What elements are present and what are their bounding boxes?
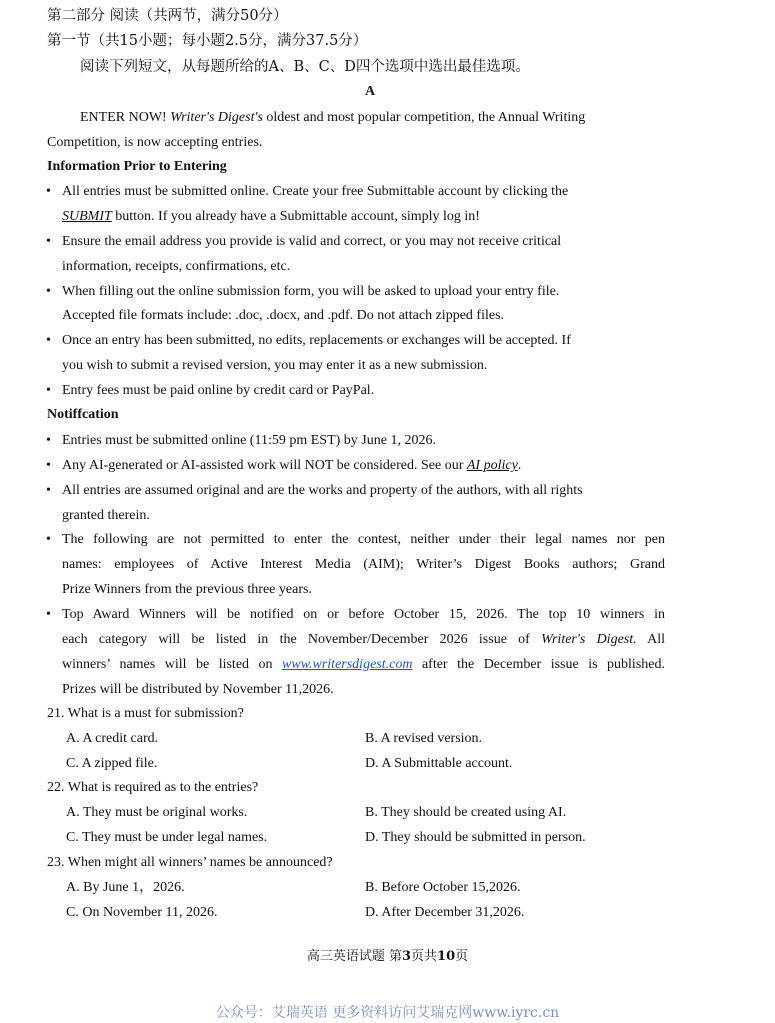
info-bullet-3-line-1: When filling out the online submission form, you will be asked to upload your entry file. bbox=[62, 284, 560, 299]
instruction-text: 阅读下列短文，从每题所给的A、B、C、D四个选项中选出最佳选项。 bbox=[80, 59, 530, 75]
bullet-dot: • bbox=[46, 383, 51, 398]
notif-bullet-5-line-4: Prizes will be distributed by November 11,2026. bbox=[62, 682, 334, 697]
notif-bullet-4-line-1: The following are not permitted to enter the contest, neither under their legal names nor pen bbox=[62, 532, 665, 547]
question-21-stem: 21. What is a must for submission? bbox=[47, 706, 244, 721]
bullet-dot: • bbox=[46, 234, 51, 249]
notif-bullet-5-line-1: Top Award Winners will be notified on or before October 15, 2026. The top 10 winners in bbox=[62, 607, 665, 622]
footer-page-number: 3 bbox=[401, 949, 412, 964]
notif-bullet-4-line-3: Prize Winners from the previous three years. bbox=[62, 582, 312, 597]
q22-option-b[interactable]: B. They should be created using AI. bbox=[365, 805, 567, 820]
notif-bullet-5-line-3 bbox=[62, 655, 665, 675]
notif-bullet-5-line-2 bbox=[62, 630, 665, 650]
q22-option-d[interactable]: D. They should be submitted in person. bbox=[365, 830, 586, 845]
info-bullet-1-rest: button. If you already have a Submittable account, simply log in! bbox=[111, 209, 480, 224]
q22-option-a[interactable]: A. They must be original works. bbox=[66, 805, 248, 820]
q21-option-d[interactable]: D. A Submittable account. bbox=[365, 756, 513, 771]
info-bullet-3-line-2: Accepted file formats include: .doc, .docx, and .pdf. Do not attach zipped files. bbox=[62, 308, 505, 323]
q21-option-a[interactable]: A. A credit card. bbox=[66, 731, 159, 746]
info-heading: Information Prior to Entering bbox=[47, 159, 227, 174]
q23-option-a[interactable]: A. By June 1，2026. bbox=[66, 880, 185, 895]
notif-bullet-1: Entries must be submitted online (11:59 pm EST) by June 1, 2026. bbox=[62, 433, 436, 448]
intro-line-1 bbox=[80, 108, 585, 128]
page-footer bbox=[0, 948, 775, 966]
info-bullet-5-line-1: Entry fees must be paid online by credit card or PayPal. bbox=[62, 383, 375, 398]
info-bullet-1-line-1: All entries must be submitted online. Create your free Submittable account by clicking the bbox=[62, 184, 569, 199]
ai-policy-link[interactable]: AI policy bbox=[466, 458, 518, 473]
question-23-stem: 23. When might all winners’ names be announced? bbox=[47, 855, 333, 870]
q23-option-b[interactable]: B. Before October 15,2026. bbox=[365, 880, 521, 895]
intro-line-2: Competition, is now accepting entries. bbox=[47, 135, 263, 150]
notif-bullet-2-post: . bbox=[517, 458, 522, 473]
q21-option-b[interactable]: B. A revised version. bbox=[365, 731, 483, 746]
bullet-dot: • bbox=[46, 532, 51, 547]
notif-bullet-5-l3-post: after the December issue is published. bbox=[412, 657, 665, 672]
notif-magazine: Writer's Digest. bbox=[541, 632, 637, 647]
bullet-dot: • bbox=[46, 458, 51, 473]
passage-letter: A bbox=[365, 84, 376, 99]
question-22-stem: 22. What is required as to the entries? bbox=[47, 780, 259, 795]
notif-bullet-3-line-2: granted therein. bbox=[62, 508, 150, 523]
notif-bullet-3-line-1: All entries are assumed original and are the works and property of the authors, with all rights bbox=[62, 483, 583, 498]
footer-total-pages: 10 bbox=[437, 949, 456, 964]
bullet-dot: • bbox=[46, 433, 51, 448]
q23-option-d[interactable]: D. After December 31,2026. bbox=[365, 905, 525, 920]
footer-pre: 高三英语试题 第 bbox=[306, 949, 402, 964]
info-bullet-4-line-1: Once an entry has been submitted, no edits, replacements or exchanges will be accepted. If bbox=[62, 333, 571, 348]
q23-option-c[interactable]: C. On November 11, 2026. bbox=[66, 905, 218, 920]
intro-magazine: Writer's Digest's bbox=[170, 110, 263, 125]
notif-bullet-2-pre: Any AI-generated or AI-assisted work will NOT be considered. See our bbox=[62, 458, 467, 473]
bullet-dot: • bbox=[46, 607, 51, 622]
q22-option-c[interactable]: C. They must be under legal names. bbox=[66, 830, 268, 845]
part-heading: 第二部分 阅读（共两节，满分50分） bbox=[47, 8, 288, 24]
intro-lead: ENTER NOW! bbox=[80, 110, 171, 125]
q21-option-c[interactable]: C. A zipped file. bbox=[66, 756, 158, 771]
writersdigest-link[interactable]: www.writersdigest.com bbox=[282, 657, 413, 672]
submit-link[interactable]: SUBMIT bbox=[62, 209, 112, 224]
info-bullet-2-line-2: information, receipts, confirmations, etc. bbox=[62, 259, 291, 274]
info-bullet-4-line-2: you wish to submit a revised version, you may enter it as a new submission. bbox=[62, 358, 488, 373]
notif-bullet-5-l3-pre: winners’ names will be listed on bbox=[62, 657, 283, 672]
notif-bullet-4-line-2: names: employees of Active Interest Media (AIM); Writer’s Digest Books authors; Grand bbox=[62, 557, 665, 572]
footer-mid: 页共 bbox=[411, 949, 438, 964]
section-heading: 第一节（共15小题；每小题2.5分，满分37.5分） bbox=[47, 33, 368, 49]
intro-rest: oldest and most popular competition, the Annual Writing bbox=[262, 110, 586, 125]
watermark-text: 公众号：艾瑞英语 更多资料访问艾瑞克网www.iyrc.cn bbox=[215, 1005, 560, 1021]
notif-bullet-5-post: All bbox=[636, 632, 665, 647]
notif-bullet-5-pre: each category will be listed in the November/December 2026 issue of bbox=[62, 632, 542, 647]
bullet-dot: • bbox=[46, 184, 51, 199]
notif-bullet-2 bbox=[62, 456, 521, 476]
bullet-dot: • bbox=[46, 284, 51, 299]
notification-heading: Notiffcation bbox=[47, 407, 119, 422]
bullet-dot: • bbox=[46, 483, 51, 498]
footer-post: 页 bbox=[455, 949, 469, 964]
info-bullet-1-line-2 bbox=[62, 207, 480, 227]
bullet-dot: • bbox=[46, 333, 51, 348]
info-bullet-2-line-1: Ensure the email address you provide is valid and correct, or you may not receive critical bbox=[62, 234, 562, 249]
